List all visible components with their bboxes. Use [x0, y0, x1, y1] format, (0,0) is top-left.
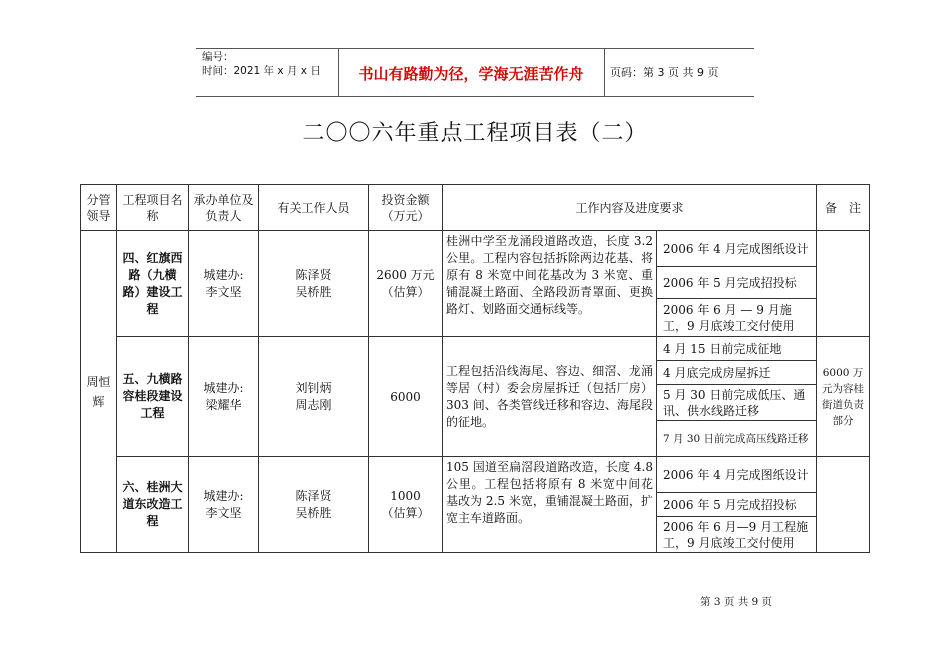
header-top-rule [196, 48, 754, 49]
amount-cell: 2600 万元 （估算） [369, 231, 443, 337]
schedule-item: 2006 年 5 月完成招投标 [657, 493, 817, 517]
header-bottom-rule [196, 96, 754, 97]
page-label: 页码：第 3 页 共 9 页 [610, 66, 719, 79]
col-header-unit: 承办单位及负责人 [189, 185, 259, 231]
table-header-row [81, 185, 870, 231]
project-table [80, 184, 870, 553]
unit-cell: 城建办: 李文坚 [189, 457, 259, 553]
page-footer: 第 3 页 共 9 页 [700, 596, 773, 608]
col-header-note: 备 注 [817, 185, 870, 231]
col-header-leader: 分管领导 [81, 185, 117, 231]
content-cell: 105 国道至扁滘段道路改造，长度 4.8 公里。工程包括将原有 8 米宽中间花基改为 2.5 米宽，重铺混凝土路面，扩宽主车道路面。 [443, 457, 657, 553]
content-cell: 工程包括沿线海尾、容边、细滘、龙涌等居（村）委会房屋拆迁（包括厂房）303 间、各类管线迁移和容边、海尾段的征地。 [443, 337, 657, 457]
page-header [196, 48, 754, 98]
schedule-item: 4 月 15 日前完成征地 [657, 337, 817, 361]
staff-cell: 陈泽贤 吴桥胜 [259, 231, 369, 337]
table-row [81, 231, 870, 267]
header-divider [604, 48, 605, 97]
schedule-item: 2006 年 6 月 — 9 月施工，9 月底竣工交付使用 [657, 299, 817, 337]
col-header-amount: 投资金额（万元） [369, 185, 443, 231]
project-name: 四、红旗西路（九横路）建设工程 [117, 231, 189, 337]
unit-cell: 城建办: 梁耀华 [189, 337, 259, 457]
schedule-item: 7 月 30 日前完成高压线路迁移 [657, 421, 817, 457]
schedule-item: 2006 年 5 月完成招投标 [657, 267, 817, 299]
header-divider [338, 48, 339, 97]
amount-cell: 1000 （估算） [369, 457, 443, 553]
col-header-project: 工程项目名称 [117, 185, 189, 231]
col-header-content: 工作内容及进度要求 [443, 185, 817, 231]
schedule-item: 2006 年 6 月—9 月工程施工，9 月底竣工交付使用 [657, 517, 817, 553]
schedule-item: 5 月 30 日前完成低压、通讯、供水线路迁移 [657, 385, 817, 421]
table-row [81, 337, 870, 361]
leader-cell: 周恒辉 [81, 231, 117, 553]
schedule-item: 2006 年 4 月完成图纸设计 [657, 231, 817, 267]
motto: 书山有路勤为径，学海无涯苦作舟 [358, 65, 584, 83]
schedule-item: 4 月底完成房屋拆迁 [657, 361, 817, 385]
content-cell: 桂洲中学至龙涌段道路改造，长度 3.2 公里。工程内容包括拆除两边花基、将原有 8 米宽中间花基改为 3 米宽、重铺混凝土路面、全路段沥青罩面、更换路灯、划路面交通标线等。 [443, 231, 657, 337]
unit-cell: 城建办: 李文坚 [189, 231, 259, 337]
note-cell: 6000 万元为容桂街道负责部分 [817, 337, 870, 457]
amount-cell: 6000 [369, 337, 443, 457]
staff-cell: 陈泽贤 吴桥胜 [259, 457, 369, 553]
project-name: 六、桂洲大道东改造工程 [117, 457, 189, 553]
number-label: 编号： [202, 51, 234, 63]
schedule-item: 2006 年 4 月完成图纸设计 [657, 457, 817, 493]
date-label: 时间：2021 年 x 月 x 日 [202, 65, 321, 77]
note-cell [817, 457, 870, 553]
header-meta [202, 50, 321, 78]
table-row [81, 457, 870, 493]
col-header-staff: 有关工作人员 [259, 185, 369, 231]
staff-cell: 刘钊炳 周志刚 [259, 337, 369, 457]
note-cell [817, 231, 870, 337]
project-name: 五、九横路容桂段建设工程 [117, 337, 189, 457]
document-title: 二〇〇六年重点工程项目表（二） [302, 121, 648, 146]
